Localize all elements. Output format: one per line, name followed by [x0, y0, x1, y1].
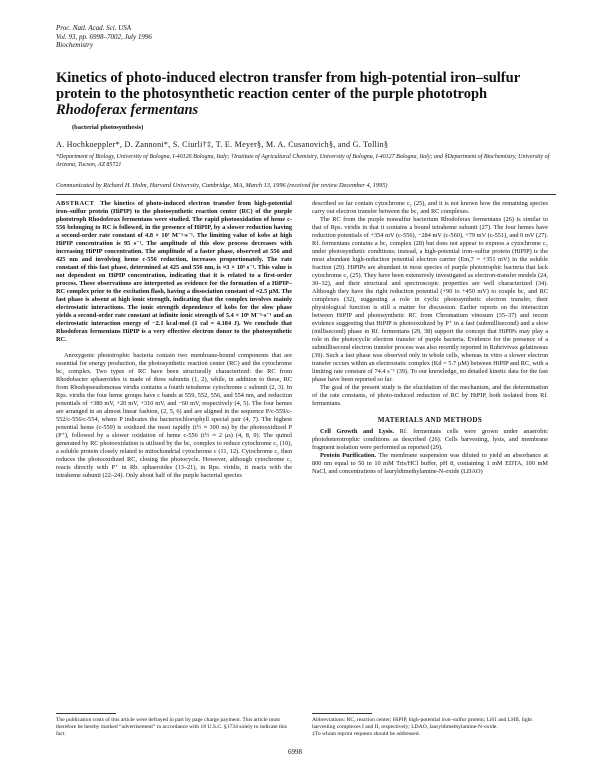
affiliations: *Department of Biology, University of Bologna, I-40126 Bologna, Italy; †Institute of Agricultural Chemistry, University of Bologna, I-40127 Bologna, Italy; and §Department of Biochemistry, University of Arizona, Tucson, AZ 85721 [56, 154, 550, 168]
article-keywords: (bacterial photosynthesis) [72, 124, 144, 131]
footnote-text: The publication costs of this article were defrayed in part by page charge payment. This article must therefore be hereby marked “advertisement” in accordance with 18 U.S.C. §1734 solely to indicate this fact. [56, 717, 287, 737]
methods-paragraph-1 [312, 428, 548, 452]
left-column [56, 200, 292, 480]
title-species: Rhodoferax fermentans [56, 102, 199, 118]
author-list: A. Hochkoeppler*, D. Zannoni*, S. Ciurli†‡, T. E. Meyer§, M. A. Cusanovich§, and G. Tollin§ [56, 140, 389, 149]
body-paragraph-1: described so far contain cytochrome c₂ (25), and it is not known how the remaining species carry out electron transfer between the bc₁ and RC complexes. [312, 200, 548, 215]
right-column [312, 200, 548, 476]
methods-paragraph-2 [312, 452, 548, 476]
correspondence-footnote: ‡To whom reprint requests should be addressed. [312, 730, 420, 737]
body-paragraph-3: The goal of the present study is the elucidation of the mechanism, and the determination of the rate constants, of photo-induced reduction of RC by HiPIP, both isolated from Rf. fermentans. [312, 384, 548, 407]
journal-section: Biochemistry [56, 41, 93, 49]
abstract-text: The kinetics of photo-induced electron transfer from high-potential iron–sulfur protein (HiPIP) to the photosynthetic reaction center (RC) of the purple phototroph Rhodoferax fermentans were studied. The rapid photooxidation of heme c-556 belonging to RC is followed, in the presence of HiPIP, by a slower reduction having a second-order rate constant of 4.8 × 10⁷ M⁻¹·s⁻¹. The limiting value of kobs at high HiPIP concentration is 95 s⁻¹. The amplitude of this slow process decreases with increasing HiPIP concentration. The amplitude of a faster phase, observed at 556 and 425 nm and involving heme c-556 reduction, increases proportionately. The rate constant of this fast phase, determined at 425 and 556 nm, is ≈3 × 10⁵ s⁻¹. This value is not dependent on HiPIP concentration, indicating that it is related to a first-order process. These observations are interpreted as evidence for the formation of a HiPIP–RC complex prior to the excitation flash, having a dissociation constant of ≈2.5 μM. The fast phase is absent at high ionic strength, indicating that the complex involves mainly electrostatic interactions. The ionic strength dependence of kobs for the slow phase yields a second-order rate constant at infinite ionic strength of 5.4 × 10⁶ M⁻¹·s⁻¹ and an electrostatic interaction energy of −2.1 kcal·mol (1 cal = 4.184 J). We conclude that Rhodoferax fermentans HiPIP is a very effective electron donor to the photosynthetic RC. [56, 200, 292, 343]
methods-text: The membrane suspension was diluted to yield an absorbance at 800 nm equal to 50 in 10 mM Tris/HCl buffer, pH 8, containing 1 mM EDTA, 100 mM NaCl, and concentrations of lauryldimethylamine-N-oxide (LDAO) [312, 452, 548, 475]
runin-heading: Protein Purification. [320, 452, 377, 459]
footnote-divider [56, 713, 116, 714]
methods-text: Rf. fermentans cells were grown under anaerobic photoheterotrophic conditions as described (26). Cells harvesting, lysis, and membrane fragment isolation were performed as reported (29). [312, 428, 548, 451]
runin-heading: Cell Growth and Lysis. [320, 428, 395, 435]
section-heading: MATERIALS AND METHODS [377, 416, 483, 424]
footnote-right [312, 709, 548, 737]
title-main: Kinetics of photo-induced electron transfer from high-potential iron–sulfur protein to the photosynthetic reaction center of the purple phototroph [56, 70, 520, 102]
journal-name: Proc. Natl. Acad. Sci. USA [56, 24, 132, 32]
body-paragraph-2: The RC from the purple nonsulfur bacterium Rhodoferax fermentans (26) is similar to that of Rps. viridis in that it contains a bound tetraheme subunit (27). The four hemes have reduction potentials of +354 mV (c-556), −284 mV (c-560), +79 mV (c-551), and 0 mV (27). Rf. fermentans contains a bc₁ complex (28) but does not appear to express a cytochrome c₂ under photosynthetic conditions; instead, a high-potential iron–sulfur protein (HiPIP) is the most abundant high-reduction potential electron carrier (Em,7 = +351 mV) in the soluble fraction (29). HiPIPs are abundant in most species of purple phototrophic bacteria that lack cytochrome c₂ (25). They have been extensively investigated as electron-transfer models (24, 30–32), and their structural and spectroscopic properties are well characterized (34). Although they have the right reduction potential (+90 to +450 mV) to couple bc₁ and RC complexes (32), suggesting a role in cyclic photosynthetic electron transfer, their physiological function is still a matter for discussion. Earlier reports on the interaction between HiPIP and photosynthetic RC from Chromatium vinosum (35–37) and recent evidence suggesting that HiPIP is photooxidized by P⁺ in a fast (submillisecond) and a slow (millisecond) phase in Rf. fermentans (29, 38) support the concept that HiPIPs may play a role in the photocyclic electron transfer of purple bacteria. Evidence for the presence of a submillisecond electron transfer process was also recently reported in Rubrivivax gelatinosus (39). Such a fast phase was observed only in whole cells, whereas in vitro a slower electron transfer occurs within an electrostatic complex (Kd = 5.7 μM) between HiPIP and RC, with a limiting rate constant of 74.4 s⁻¹ (39). To our knowledge, no detailed kinetic data for the fast phase have been reported so far. [312, 216, 548, 383]
header-divider [56, 194, 556, 195]
spacer [56, 344, 292, 352]
page-number: 6998 [288, 748, 302, 756]
footnote-left [56, 709, 292, 737]
article-title [56, 70, 556, 118]
abstract [56, 200, 292, 344]
journal-volume: Vol. 93, pp. 6998–7002, July 1996 [56, 32, 152, 41]
journal-header [56, 24, 152, 50]
intro-paragraph: Anoxygenic phototrophic bacteria contain two membrane-bound components that are essential for energy production, the photosynthetic reaction center (RC) and the cytochrome bc₁ complex. Two types of RC have been structurally characterized: the RC from Rhodobacter sphaeroides is made of three subunits (1, 2), while, in addition to these, RC from Rhodopseudomonas viridis contains a fourth tetraheme cytochrome c subunit (2, 3). In Rps. viridis the four heme groups have c bands at 559, 552, 556, and 554 nm, and reduction potentials of +380 mV, +20 mV, +310 mV, and −60 mV, respectively (4, 5). The four hemes are arranged in an almost linear fashion, (2, 5, 6) and are aligned in the sequence P/c-559/c-552/c-556/c-554, where P indicates the bacteriochlorophyll special pair (4, 7). The highest potential heme (c-559) is oxidized the most rapidly (t½ ≈ 300 ns) by the photooxidized P (P⁺), followed by a slower oxidation of heme c-556 (t½ ≈ 2 μs) (4, 8, 9). The quinol generated by RC photooxidation is utilized by the bc₁ complex to reduce cytochrome c₂ (10), a soluble protein closely related to mitochondrial cytochrome c (11, 12). Cytochrome c₂ then reduces the photooxidized RC, closing the photocycle. However, although cytochrome c₂ reacts directly with P⁺ in Rb. sphaeroides (13–21), in Rps. viridis, it reacts with the tetraheme subunit (22–24). Only about half of the purple bacterial species [56, 352, 292, 479]
communicated-by: Communicated by Richard H. Holm, Harvard University, Cambridge, MA, March 13, 1996 (received for review December 4, 1995) [56, 182, 388, 189]
abbreviations-footnote: Abbreviations: RC, reaction center; HiPIP, high-potential iron–sulfur protein; LH1 and LHII, light harvesting complexes I and II, respectively; LDAO, lauryldimethylamine-N-oxide. [312, 717, 532, 730]
footnote-divider [312, 713, 372, 714]
abstract-label: ABSTRACT [56, 200, 95, 207]
